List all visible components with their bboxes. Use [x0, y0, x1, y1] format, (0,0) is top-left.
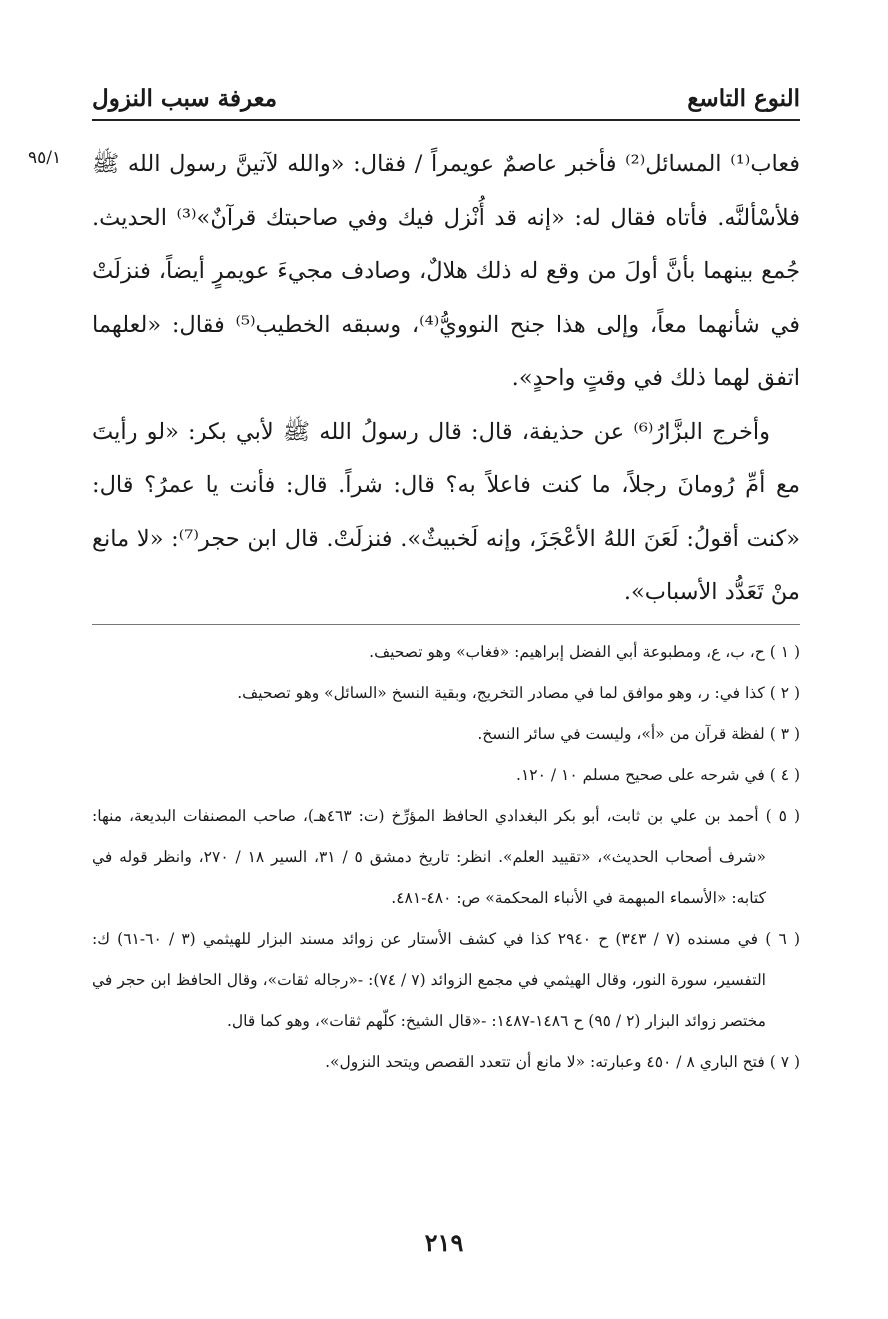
section-title: معرفة سبب النزول	[92, 85, 278, 112]
footnote-3: ( ٣ ) لفظة قرآن من «أ»، وليست في سائر النسخ.	[477, 725, 800, 743]
footnote-divider	[92, 624, 800, 625]
page-number: ٢١٩	[424, 1228, 464, 1257]
footnote-4: ( ٤ ) في شرحه على صحيح مسلم ١٠ / ١٢٠.	[516, 766, 800, 784]
body-paragraph-1: فعاب⁽¹⁾ المسائل⁽²⁾ فأخبر عاصمٌ عويمراً / فقال: «والله لآتينَّ رسول الله ﷺ فلأسْألنَّه. فأتاه فقال له: «إنه قد أُنْزل فيك وفي صاحبتك قرآنٌ»⁽³⁾ الحديث. جُمع بينهما بأنَّ أولَ من وقع له ذلك هلالٌ، وصادف مجيءَ عويمرٍ أيضاً، فنزلَتْ في شأنهما معاً، وإلى هذا جنح النوويُّ⁽⁴⁾، وسبقه الخطيب⁽⁵⁾ فقال: «لعلهما اتفق لهما ذلك في وقتٍ واحدٍ».	[92, 151, 800, 391]
footnote-5: ( ٥ ) أحمد بن علي بن ثابت، أبو بكر البغدادي الحافظ المؤرِّخ (ت: ٤٦٣هـ)، صاحب المصنفات البديعة، منها: «شرف أصحاب الحديث»، «تقييد العلم». انظر: تاريخ دمشق ٥ / ٣١، السير ١٨ / ٢٧٠، وانظر قوله في كتابه: «الأسماء المبهمة في الأنباء المحكمة» ص: ٤٨٠-٤٨١.	[92, 807, 800, 907]
footnote-6: ( ٦ ) في مسنده (٧ / ٣٤٣) ح ٢٩٤٠ كذا في كشف الأستار عن زوائد مسند البزار للهيثمي (٣ / ٦٠-٦١) ك: التفسير، سورة النور، وقال الهيثمي في مجمع الزوائد (٧ / ٧٤): -«رجاله ثقات»، وقال الحافظ ابن حجر في مختصر زوائد البزار (٢ / ٩٥) ح ١٤٨٦-١٤٨٧: -«قال الشيخ: كلّهم ثقات»، وهو كما قال.	[92, 930, 800, 1030]
running-header	[92, 72, 800, 112]
manuscript-folio-ref: ٩٥/١	[28, 148, 62, 168]
chapter-title: النوع التاسع	[687, 85, 800, 112]
body-paragraph-2: وأخرج البزَّارُ⁽⁶⁾ عن حذيفة، قال: قال رسولُ الله ﷺ لأبي بكر: «لو رأيتَ مع أمِّ رُومانَ رجلاً، ما كنت فاعلاً به؟ قال: شراً. قال: فأنت يا عمرُ؟ قال: «كنت أقولُ: لَعَنَ اللهُ الأعْجَزَ، وإنه لَخبيثٌ». فنزلَتْ. قال ابن حجر⁽⁷⁾: «لا مانع منْ تَعَدُّد الأسباب».	[92, 418, 800, 605]
footnotes	[92, 632, 800, 1083]
main-text	[92, 138, 800, 620]
header-divider	[92, 119, 800, 121]
footnote-1: ( ١ ) ح، ب، ع، ومطبوعة أبي الفضل إبراهيم: «فغاب» وهو تصحيف.	[369, 643, 800, 661]
footnote-2: ( ٢ ) كذا في: ر، وهو موافق لما في مصادر التخريج، وبقية النسخ «السائل» وهو تصحيف.	[237, 684, 800, 702]
footnote-7: ( ٧ ) فتح الباري ٨ / ٤٥٠ وعبارته: «لا مانع أن تتعدد القصص ويتحد النزول».	[325, 1053, 800, 1071]
